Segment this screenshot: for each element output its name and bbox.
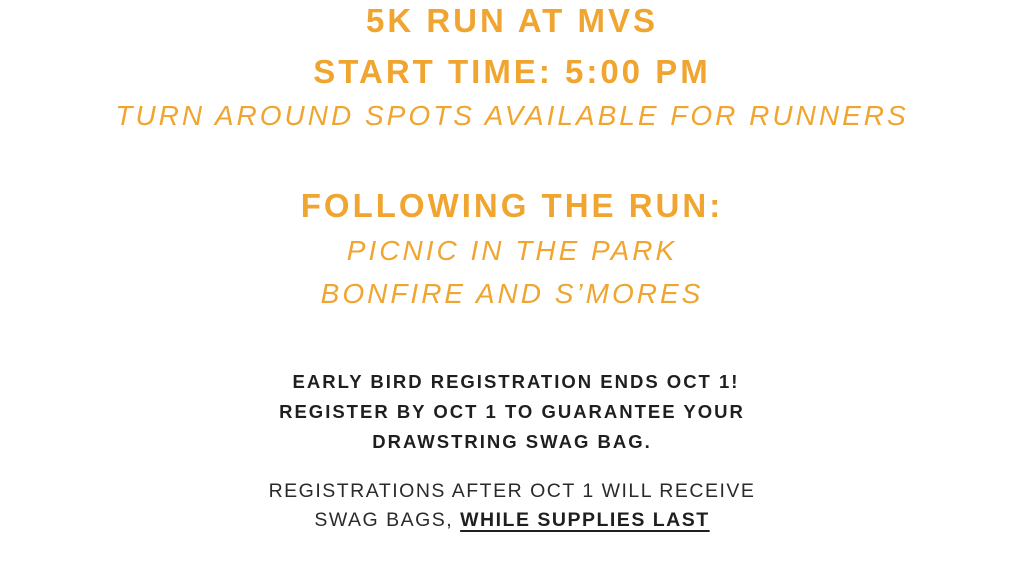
early-bird-line-3: DRAWSTRING SWAG BAG. <box>372 431 652 452</box>
event-title: 5K RUN AT MVS <box>365 2 658 39</box>
late-registration-prefix: SWAG BAGS, <box>314 509 461 531</box>
following-item-picnic: PICNIC IN THE PARK <box>346 235 678 266</box>
event-note: TURN AROUND SPOTS AVAILABLE FOR RUNNERS <box>115 100 909 131</box>
late-registration-line-2 <box>0 509 1024 532</box>
supplies-last-emphasis: WHILE SUPPLIES LAST <box>460 509 710 531</box>
late-registration-line-1: REGISTRATIONS AFTER OCT 1 WILL RECEIVE <box>268 480 756 502</box>
following-item-bonfire: BONFIRE AND S’MORES <box>320 278 704 309</box>
early-bird-line-1: EARLY BIRD REGISTRATION ENDS OCT 1! <box>292 371 740 392</box>
following-heading: FOLLOWING THE RUN: <box>300 187 724 224</box>
event-start-time: START TIME: 5:00 PM <box>313 53 711 90</box>
early-bird-line-2: REGISTER BY OCT 1 TO GUARANTEE YOUR <box>279 401 745 422</box>
